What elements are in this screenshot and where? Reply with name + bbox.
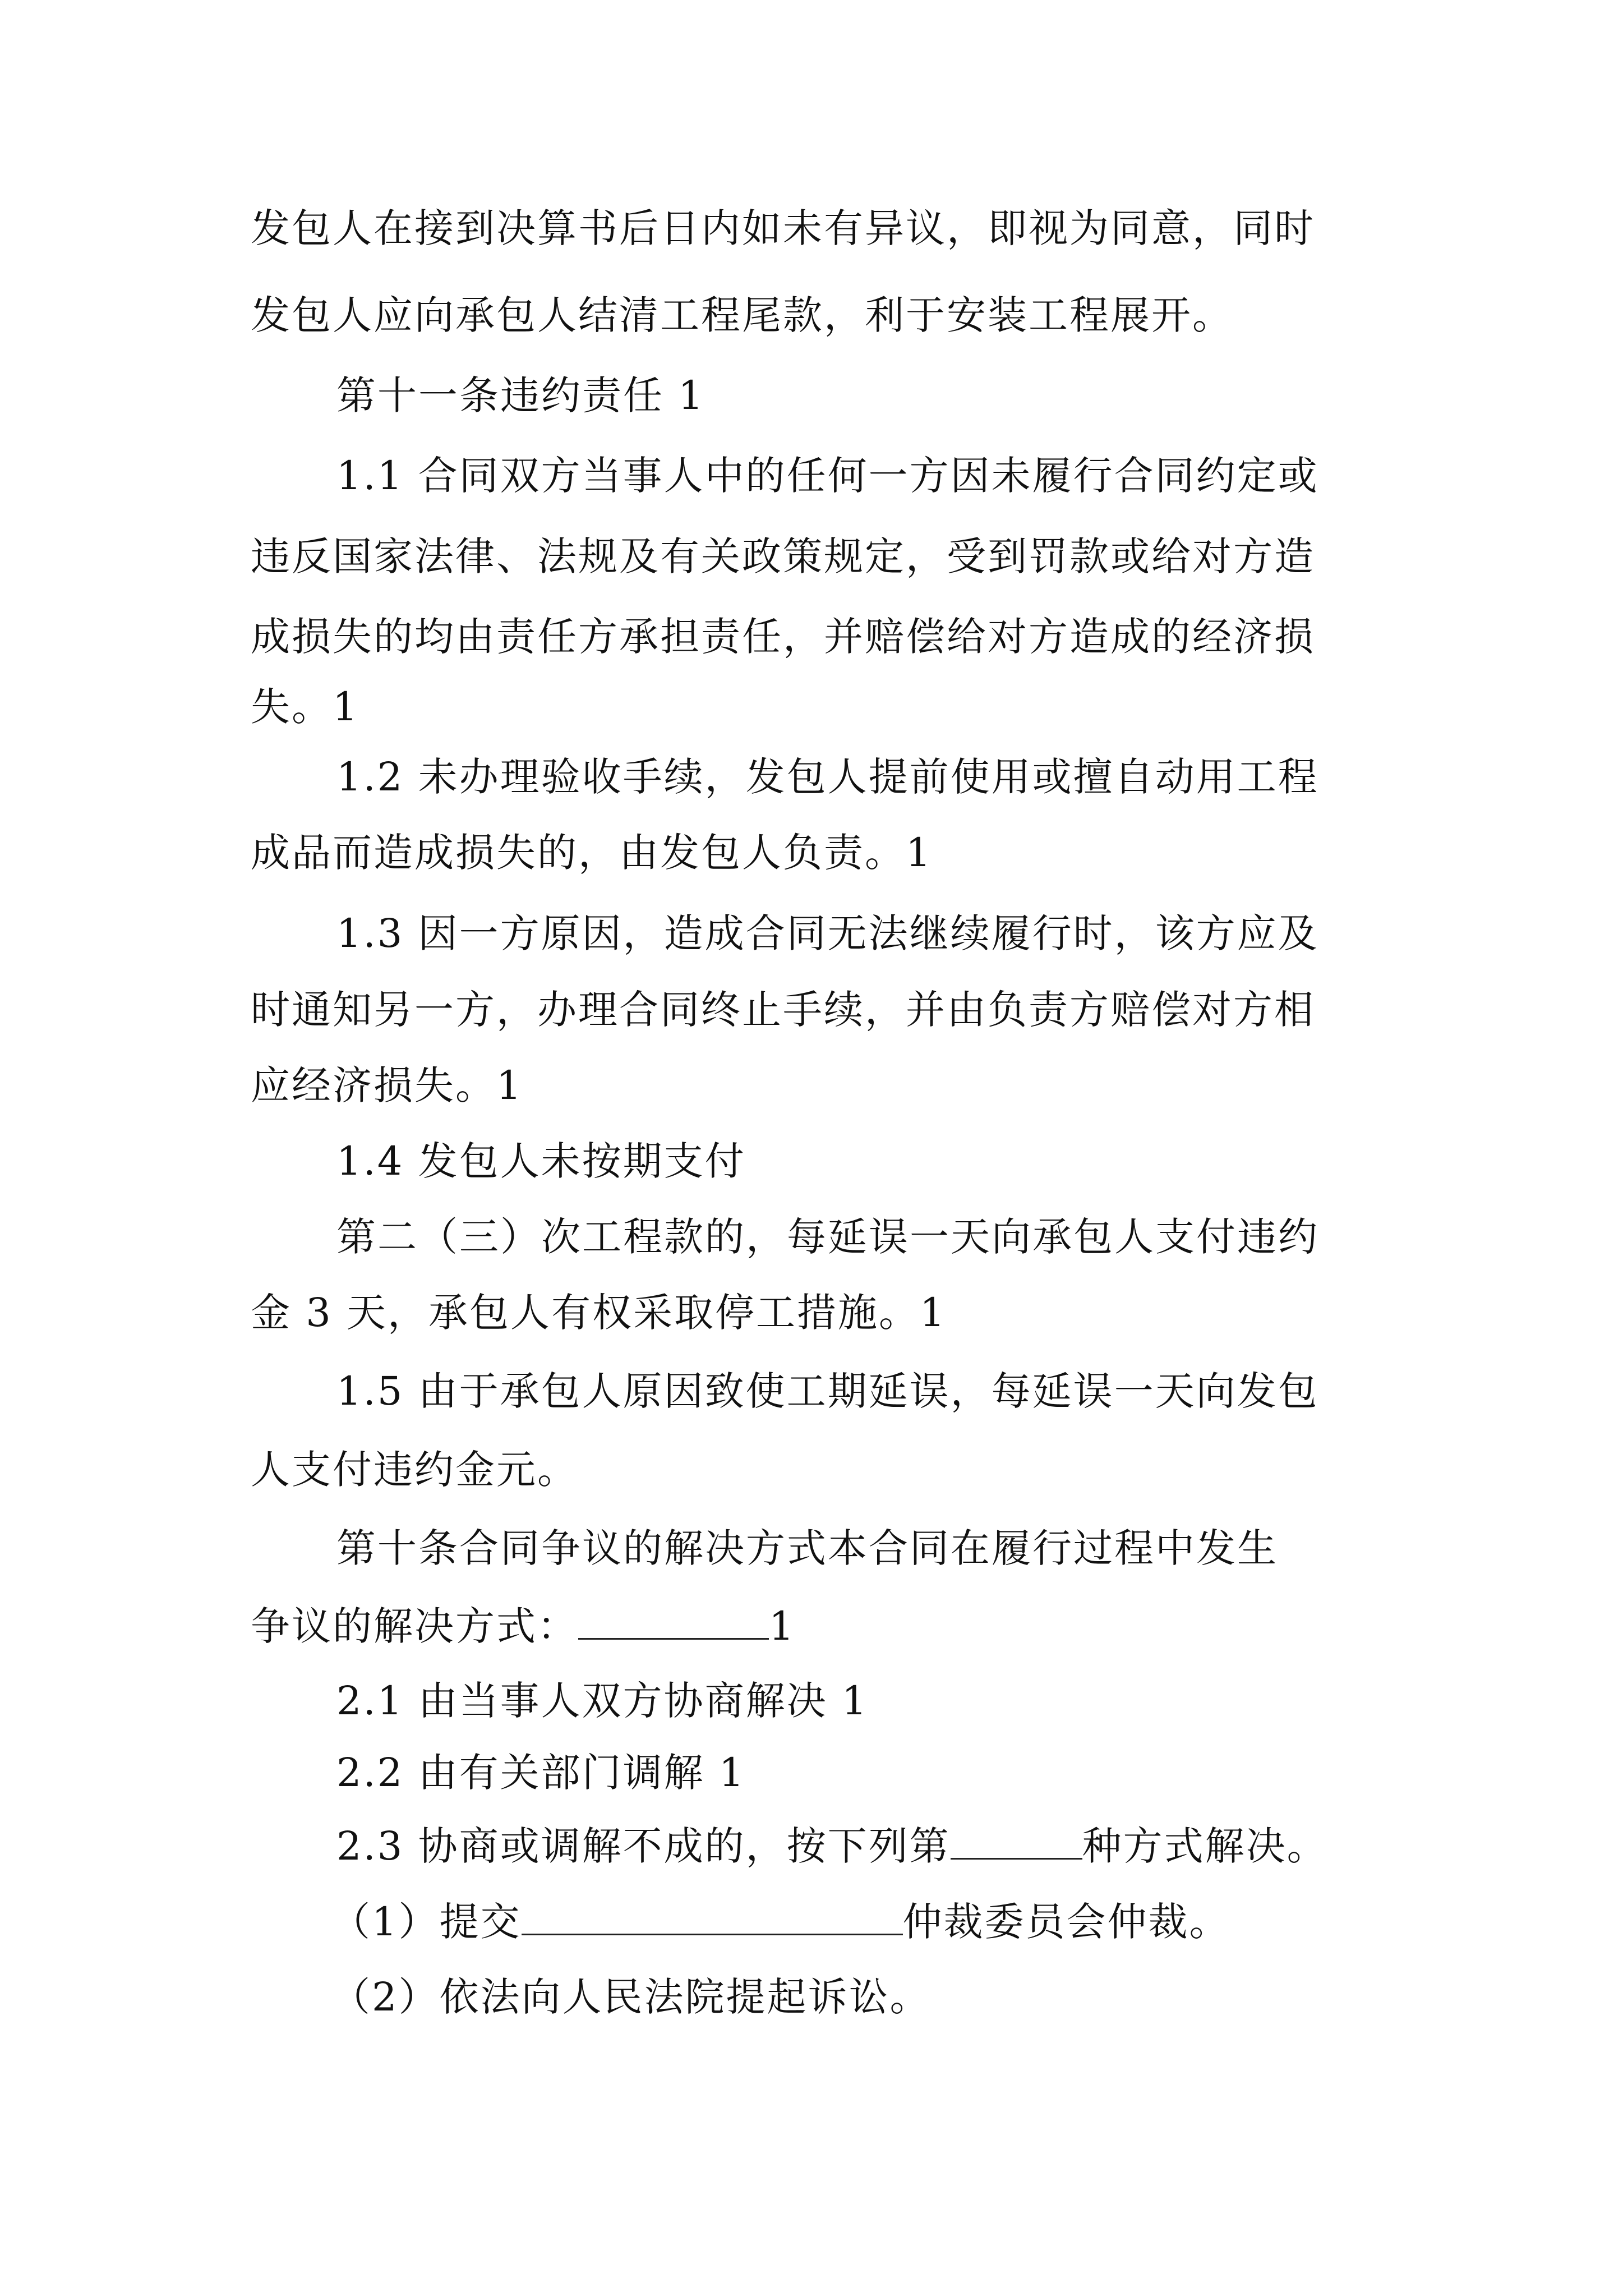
dispute-method-label: 争议的解决方式： (251, 1603, 578, 1649)
clause-2-2: 2.2 由有关部门调解 1 (336, 1750, 746, 1796)
clause-1-2-line-1: 1.2 未办理验收手续，发包人提前使用或擅自动用工程 (336, 754, 1319, 800)
article-11-heading: 第十一条违约责任 1 (336, 372, 705, 418)
option-1 (331, 1899, 1230, 1944)
clause-1-4-line-3: 金 3 天，承包人有权采取停工措施。1 (251, 1290, 947, 1336)
clause-1-1-line-4: 失。1 (251, 684, 359, 730)
clause-2-3-prefix: 2.3 协商或调解不成的，按下列第 (336, 1823, 951, 1869)
clause-1-3-line-3: 应经济损失。1 (251, 1062, 523, 1108)
clause-1-3-line-1: 1.3 因一方原因，造成合同无法继续履行时，该方应及 (336, 910, 1319, 956)
clause-1-1-line-3: 成损失的均由责任方承担责任，并赔偿给对方造成的经济损 (251, 614, 1315, 660)
article-10-line-1: 第十条合同争议的解决方式本合同在履行过程中发生 (336, 1525, 1278, 1571)
clause-2-3-blank (951, 1823, 1082, 1860)
clause-1-5-line-2: 人支付违约金元。 (251, 1447, 578, 1493)
clause-2-1: 2.1 由当事人双方协商解决 1 (336, 1678, 869, 1724)
text-line-2: 发包人应向承包人结清工程尾款，利于安装工程展开。 (251, 292, 1233, 338)
clause-1-4-line-1: 1.4 发包人未按期支付 (336, 1138, 746, 1184)
dispute-method-blank (578, 1603, 769, 1640)
text-line-1: 发包人在接到决算书后日内如未有异议，即视为同意，同时 (251, 205, 1315, 251)
dispute-method-suffix: 1 (769, 1603, 796, 1649)
clause-1-5-line-1: 1.5 由于承包人原因致使工期延误，每延误一天向发包 (336, 1368, 1319, 1414)
option-1-prefix: （1）提交 (331, 1899, 522, 1945)
clause-1-2-line-2: 成品而造成损失的，由发包人负责。1 (251, 830, 933, 876)
option-1-suffix: 仲裁委员会仲裁。 (902, 1899, 1230, 1945)
clause-2-3-suffix: 种方式解决。 (1082, 1823, 1328, 1869)
arbitration-commission-blank (522, 1899, 903, 1935)
clause-1-3-line-2: 时通知另一方，办理合同终止手续，并由负责方赔偿对方相 (251, 987, 1315, 1033)
clause-1-1-line-2: 违反国家法律、法规及有关政策规定，受到罚款或给对方造 (251, 533, 1315, 579)
article-10-line-2 (251, 1603, 796, 1648)
clause-1-1-line-1: 1.1 合同双方当事人中的任何一方因未履行合同约定或 (336, 453, 1319, 499)
clause-2-3 (336, 1823, 1328, 1868)
option-2: （2）依法向人民法院提起诉讼。 (331, 1974, 931, 2020)
clause-1-4-line-2: 第二（三）次工程款的，每延误一天向承包人支付违约 (336, 1214, 1319, 1260)
